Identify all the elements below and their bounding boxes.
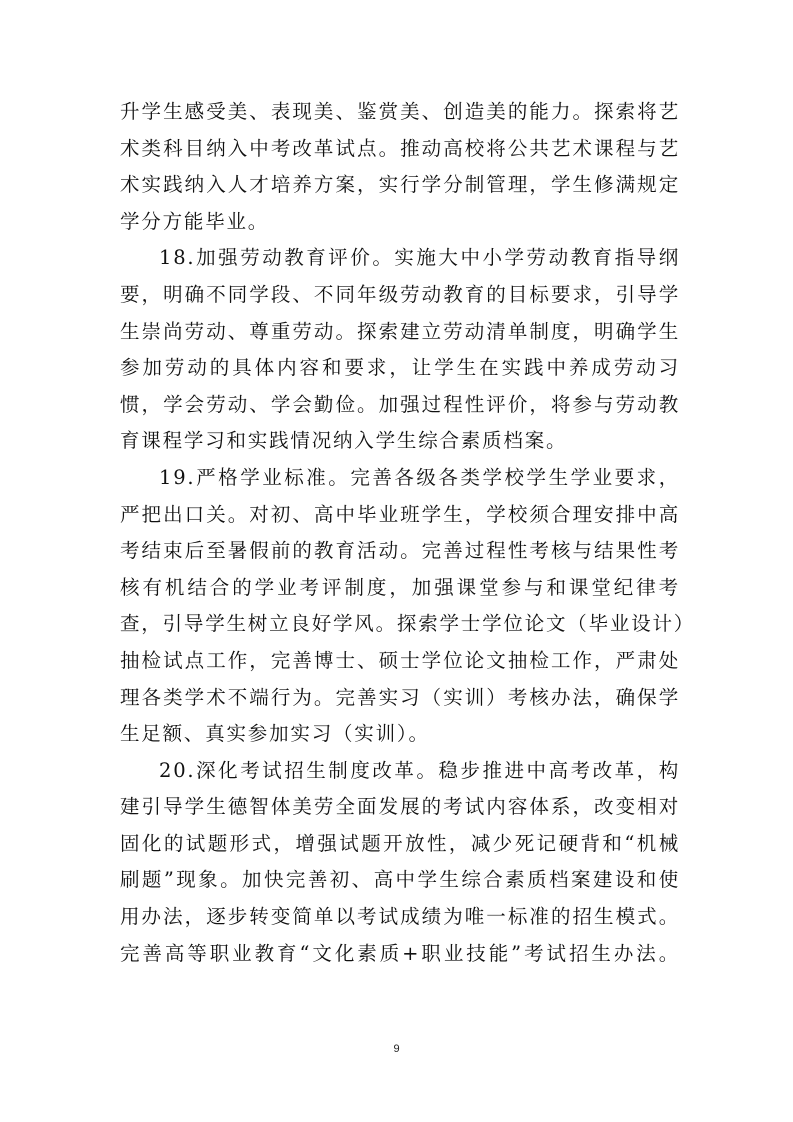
text-line: 术实践纳入人才培养方案，实行学分制管理，学生修满规定 — [120, 173, 680, 197]
text-line: 查，引导学生树立良好学风。探索学士学位论文（毕业设计） — [120, 612, 696, 636]
paragraph-heading-line: 19.严格学业标准。完善各级各类学校学生学业要求， — [159, 465, 680, 489]
text-line: 升学生感受美、表现美、鉴赏美、创造美的能力。探索将艺 — [120, 100, 680, 123]
text-line: 生足额、真实参加实习（实训）。 — [120, 722, 430, 746]
text-line: 考结束后至暑假前的教育活动。完善过程性考核与结果性考 — [120, 539, 680, 563]
text-line: 刷题”现象。加快完善初、高中学生综合素质档案建设和使 — [120, 868, 680, 892]
text-line: 育课程学习和实践情况纳入学生综合素质档案。 — [120, 429, 568, 453]
text-line: 抽检试点工作，完善博士、硕士学位论文抽检工作，严肃处 — [120, 648, 680, 672]
text-line: 参加劳动的具体内容和要求，让学生在实践中养成劳动习 — [120, 356, 680, 380]
page-number: 9 — [393, 1043, 400, 1055]
text-line: 固化的试题形式，增强试题开放性，减少死记硬背和“机械 — [120, 831, 680, 855]
paragraph-heading-line: 18.加强劳动教育评价。实施大中小学劳动教育指导纲 — [159, 246, 680, 270]
text-line: 核有机结合的学业考评制度，加强课堂参与和课堂纪律考 — [120, 575, 680, 599]
text-line: 完善高等职业教育“文化素质+职业技能”考试招生办法。 — [120, 941, 680, 965]
paragraph-18 — [120, 240, 680, 460]
text-line: 惯，学会劳动、学会勤俭。加强过程性评价，将参与劳动教 — [120, 392, 680, 416]
text-line: 用办法，逐步转变简单以考试成绩为唯一标准的招生模式。 — [120, 905, 680, 929]
paragraph-1 — [120, 94, 680, 240]
text-line: 学分方能毕业。 — [120, 209, 270, 233]
text-line: 要，明确不同学段、不同年级劳动教育的目标要求，引导学 — [120, 282, 680, 306]
paragraph-20 — [120, 753, 680, 973]
text-line: 建引导学生德智体美劳全面发展的考试内容体系，改变相对 — [120, 795, 680, 819]
paragraph-19 — [120, 460, 696, 753]
text-line: 理各类学术不端行为。完善实习（实训）考核办法，确保学 — [120, 685, 680, 709]
paragraph-heading-line: 20.深化考试招生制度改革。稳步推进中高考改革，构 — [159, 758, 680, 782]
text-line: 生崇尚劳动、尊重劳动。探索建立劳动清单制度，明确学生 — [120, 319, 680, 343]
body-text — [120, 94, 696, 972]
text-line: 严把出口关。对初、高中毕业班学生，学校须合理安排中高 — [120, 502, 680, 526]
text-line: 术类科目纳入中考改革试点。推动高校将公共艺术课程与艺 — [120, 136, 680, 160]
